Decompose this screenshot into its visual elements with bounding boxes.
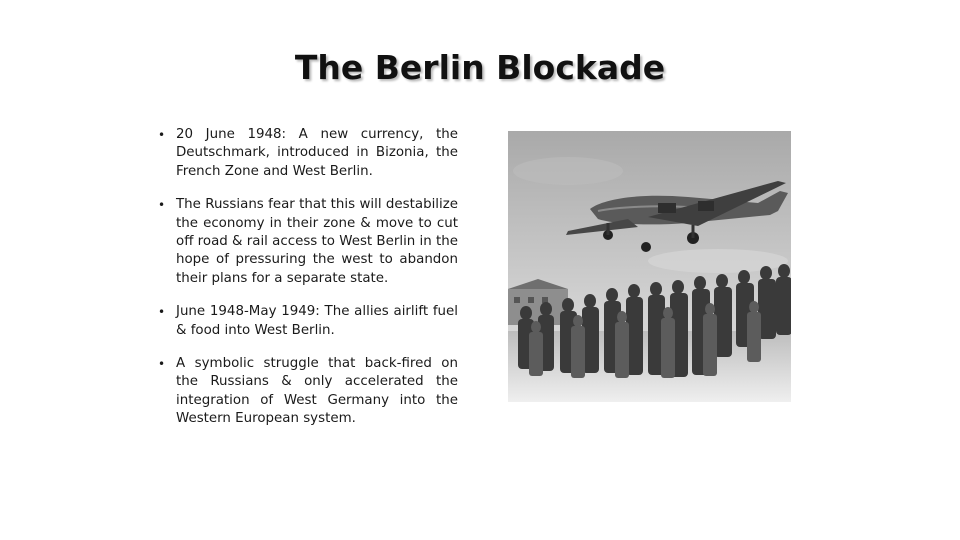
- bullet-text: A symbolic struggle that back-fired on the Russians & only accelerated the integration of West Germany into the Western European system.: [176, 356, 458, 427]
- bullet-marker: •: [158, 198, 166, 213]
- bullet-text: 20 June 1948: A new currency, the Deutschmark, introduced in Bizonia, the French Zone and West Berlin.: [176, 127, 458, 179]
- bullet-item: [158, 355, 458, 429]
- bullet-item: [158, 303, 458, 340]
- bullet-item: [158, 196, 458, 288]
- bullet-marker: •: [158, 305, 166, 320]
- bullet-marker: •: [158, 357, 166, 372]
- bullet-text: June 1948-May 1949: The allies airlift fuel & food into West Berlin.: [176, 304, 458, 338]
- bullet-marker: •: [158, 128, 166, 142]
- bullet-item: [158, 126, 458, 181]
- airlift-photo: [508, 131, 791, 402]
- bullet-text: The Russians fear that this will destabilize the economy in their zone & move to cut off road & rail access to West Berlin in the hope of pressuring the west to abandon their plans for a separate state.: [176, 197, 458, 286]
- slide-title: The Berlin Blockade: [294, 48, 666, 87]
- airlift-photo-illustration: [508, 131, 791, 402]
- cloud: [513, 157, 623, 185]
- bullet-list: [158, 126, 458, 444]
